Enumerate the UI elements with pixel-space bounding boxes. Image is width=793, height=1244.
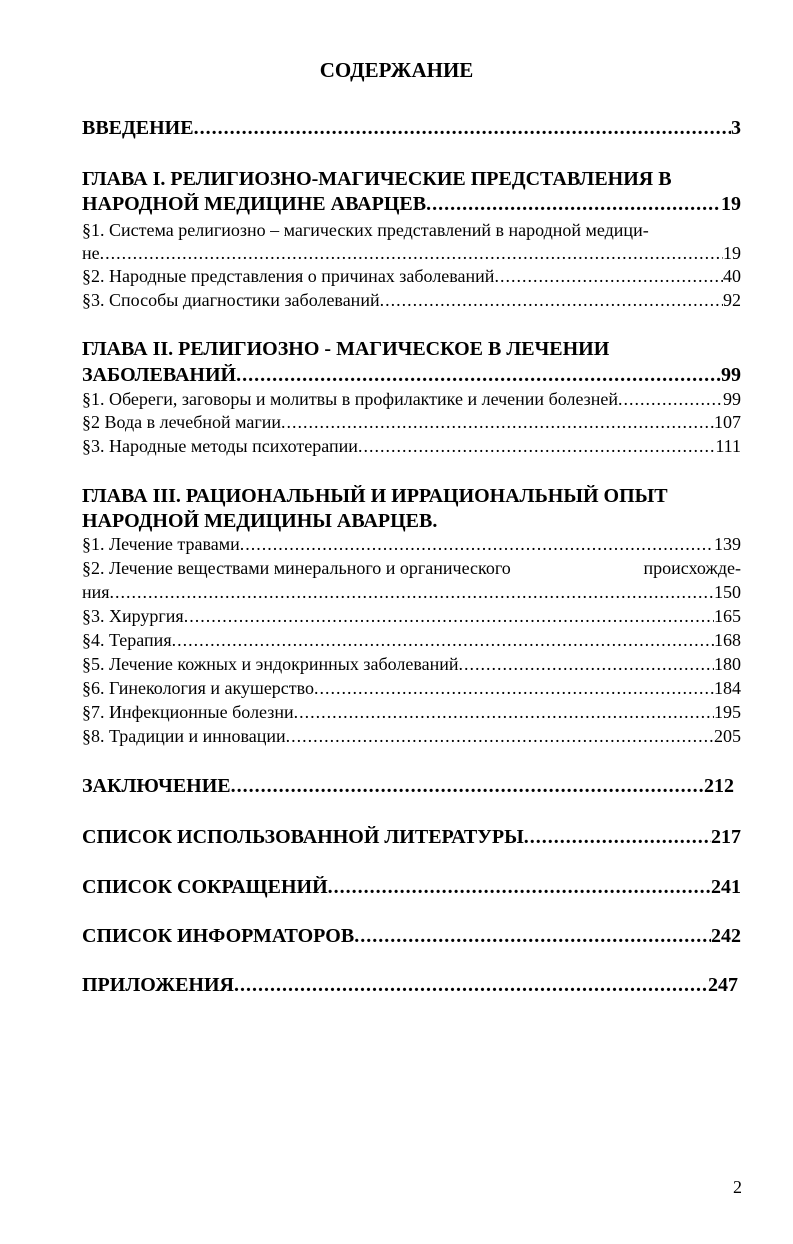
toc-entry-page: 184 xyxy=(714,678,741,698)
toc-entry-title-continued: происхожде- xyxy=(643,558,741,578)
dot-leader xyxy=(459,654,715,675)
toc-entry-title: §1. Лечение травами xyxy=(82,534,240,554)
toc-section-2-3[interactable] xyxy=(82,436,741,460)
toc-entry-title: §3. Народные методы психотерапии xyxy=(82,436,358,456)
toc-entry-title: СПИСОК СОКРАЩЕНИЙ xyxy=(82,876,328,898)
toc-entry-page: 92 xyxy=(723,290,741,310)
toc-entry-title: §1. Обереги, заговоры и молитвы в профилактике и лечении болезней xyxy=(82,389,619,409)
toc-entry-page: 180 xyxy=(714,654,741,674)
toc-section-2-1[interactable] xyxy=(82,389,741,413)
dot-leader xyxy=(328,876,711,899)
toc-entry-page: 3 xyxy=(731,117,741,139)
toc-section-3-7[interactable] xyxy=(82,702,741,726)
toc-entry-page: 217 xyxy=(711,826,741,848)
toc-section-2-2[interactable] xyxy=(82,412,741,436)
toc-section-3-1[interactable] xyxy=(82,534,741,558)
toc-section-3-5[interactable] xyxy=(82,654,741,678)
dot-leader xyxy=(426,193,721,216)
toc-section-1-1[interactable] xyxy=(82,243,741,267)
toc-chapter-1[interactable] xyxy=(82,193,741,217)
toc-section-3-8[interactable] xyxy=(82,726,741,750)
dot-leader xyxy=(172,630,714,651)
toc-entry-appendices[interactable] xyxy=(82,974,738,998)
toc-entry-page: 212 xyxy=(704,775,734,797)
toc-chapter-3[interactable] xyxy=(82,510,741,534)
toc-entry-title: §5. Лечение кожных и эндокринных заболеваний xyxy=(82,654,459,674)
dot-leader xyxy=(314,678,714,699)
dot-leader xyxy=(236,364,721,387)
toc-entry-title: §3. Хирургия xyxy=(82,606,184,626)
toc-heading: СОДЕРЖАНИЕ xyxy=(319,58,474,82)
dot-leader xyxy=(618,389,723,410)
page-number: 2 xyxy=(733,1177,742,1197)
dot-leader xyxy=(100,243,723,264)
toc-entry-title: §3. Способы диагностики заболеваний xyxy=(82,290,380,310)
toc-entry-title: ЗАКЛЮЧЕНИЕ xyxy=(82,775,231,797)
toc-entry-title: ПРИЛОЖЕНИЯ xyxy=(82,974,234,996)
toc-entry-page: 40 xyxy=(723,266,741,286)
toc-entry-title: ЗАБОЛЕВАНИЙ xyxy=(82,364,237,386)
toc-chapter-2-title[interactable] xyxy=(82,338,741,362)
toc-chapter-3-title[interactable] xyxy=(82,485,741,509)
toc-entry-title: §2. Лечение веществами минерального и органического xyxy=(82,558,511,578)
toc-chapter-2[interactable] xyxy=(82,364,741,388)
toc-section-3-6[interactable] xyxy=(82,678,741,702)
dot-leader xyxy=(286,726,714,747)
toc-entry-page: 99 xyxy=(723,389,741,409)
toc-entry-page: 99 xyxy=(721,364,741,386)
toc-entry-title: ГЛАВА II. РЕЛИГИОЗНО - МАГИЧЕСКОЕ В ЛЕЧЕНИИ xyxy=(82,338,610,360)
toc-section-3-4[interactable] xyxy=(82,630,741,654)
toc-entry-title: §8. Традиции и инновации xyxy=(82,726,286,746)
dot-leader xyxy=(294,702,714,723)
toc-entry-references[interactable] xyxy=(82,826,741,850)
toc-entry-abbreviations[interactable] xyxy=(82,876,741,900)
toc-entry-title: ВВЕДЕНИЕ xyxy=(82,117,194,139)
toc-entry-conclusion[interactable] xyxy=(82,775,734,799)
dot-leader xyxy=(354,925,711,948)
toc-entry-title: §2 Вода в лечебной магии xyxy=(82,412,282,432)
toc-section-3-2-line1[interactable] xyxy=(82,558,741,582)
toc-entry-informants[interactable] xyxy=(82,925,741,949)
toc-section-1-1-line1[interactable] xyxy=(82,220,741,244)
toc-entry-title: ГЛАВА I. РЕЛИГИОЗНО-МАГИЧЕСКИЕ ПРЕДСТАВЛЕНИЯ В xyxy=(82,168,672,190)
dot-leader xyxy=(234,974,708,997)
dot-leader xyxy=(358,436,715,457)
dot-leader xyxy=(231,775,704,798)
toc-entry-title: СПИСОК ИСПОЛЬЗОВАННОЙ ЛИТЕРАТУРЫ xyxy=(82,826,524,848)
toc-entry-introduction[interactable] xyxy=(82,117,741,141)
toc-section-1-3[interactable] xyxy=(82,290,741,314)
toc-entry-page: 195 xyxy=(714,702,741,722)
toc-section-3-2[interactable] xyxy=(82,582,741,606)
dot-leader xyxy=(110,582,714,603)
toc-entry-title: §4. Терапия xyxy=(82,630,172,650)
toc-entry-page: 111 xyxy=(715,436,741,456)
toc-entry-page: 150 xyxy=(714,582,741,602)
toc-entry-title: ния xyxy=(82,582,110,602)
dot-leader xyxy=(184,606,714,627)
toc-section-1-2[interactable] xyxy=(82,266,741,290)
toc-entry-page: 205 xyxy=(714,726,741,746)
toc-entry-title: не xyxy=(82,243,100,263)
toc-entry-title: СПИСОК ИНФОРМАТОРОВ xyxy=(82,925,355,947)
toc-entry-page: 247 xyxy=(708,974,738,996)
toc-entry-title: §6. Гинекология и акушерство xyxy=(82,678,315,698)
toc-entry-title: НАРОДНОЙ МЕДИЦИНЕ АВАРЦЕВ xyxy=(82,193,427,215)
toc-entry-title: НАРОДНОЙ МЕДИЦИНЫ АВАРЦЕВ. xyxy=(82,510,438,532)
toc-section-3-3[interactable] xyxy=(82,606,741,630)
toc-entry-page: 242 xyxy=(711,925,741,947)
toc-chapter-1-title[interactable] xyxy=(82,168,741,192)
toc-entry-title: §1. Система религиозно – магических представлений в народной медици- xyxy=(82,220,649,240)
dot-leader xyxy=(194,117,731,140)
toc-entry-page: 107 xyxy=(714,412,741,432)
toc-entry-page: 241 xyxy=(711,876,741,898)
toc-entry-page: 19 xyxy=(723,243,741,263)
toc-entry-title: ГЛАВА III. РАЦИОНАЛЬНЫЙ И ИРРАЦИОНАЛЬНЫЙ ОПЫТ xyxy=(82,485,668,507)
toc-entry-page: 165 xyxy=(714,606,741,626)
dot-leader xyxy=(494,266,723,287)
dot-leader xyxy=(281,412,714,433)
dot-leader xyxy=(380,290,723,311)
toc-entry-page: 139 xyxy=(714,534,741,554)
toc-entry-title: §7. Инфекционные болезни xyxy=(82,702,294,722)
toc-entry-page: 168 xyxy=(714,630,741,650)
dot-leader xyxy=(240,534,714,555)
toc-entry-title: §2. Народные представления о причинах заболеваний xyxy=(82,266,495,286)
dot-leader xyxy=(524,826,711,849)
toc-entry-page: 19 xyxy=(721,193,741,215)
